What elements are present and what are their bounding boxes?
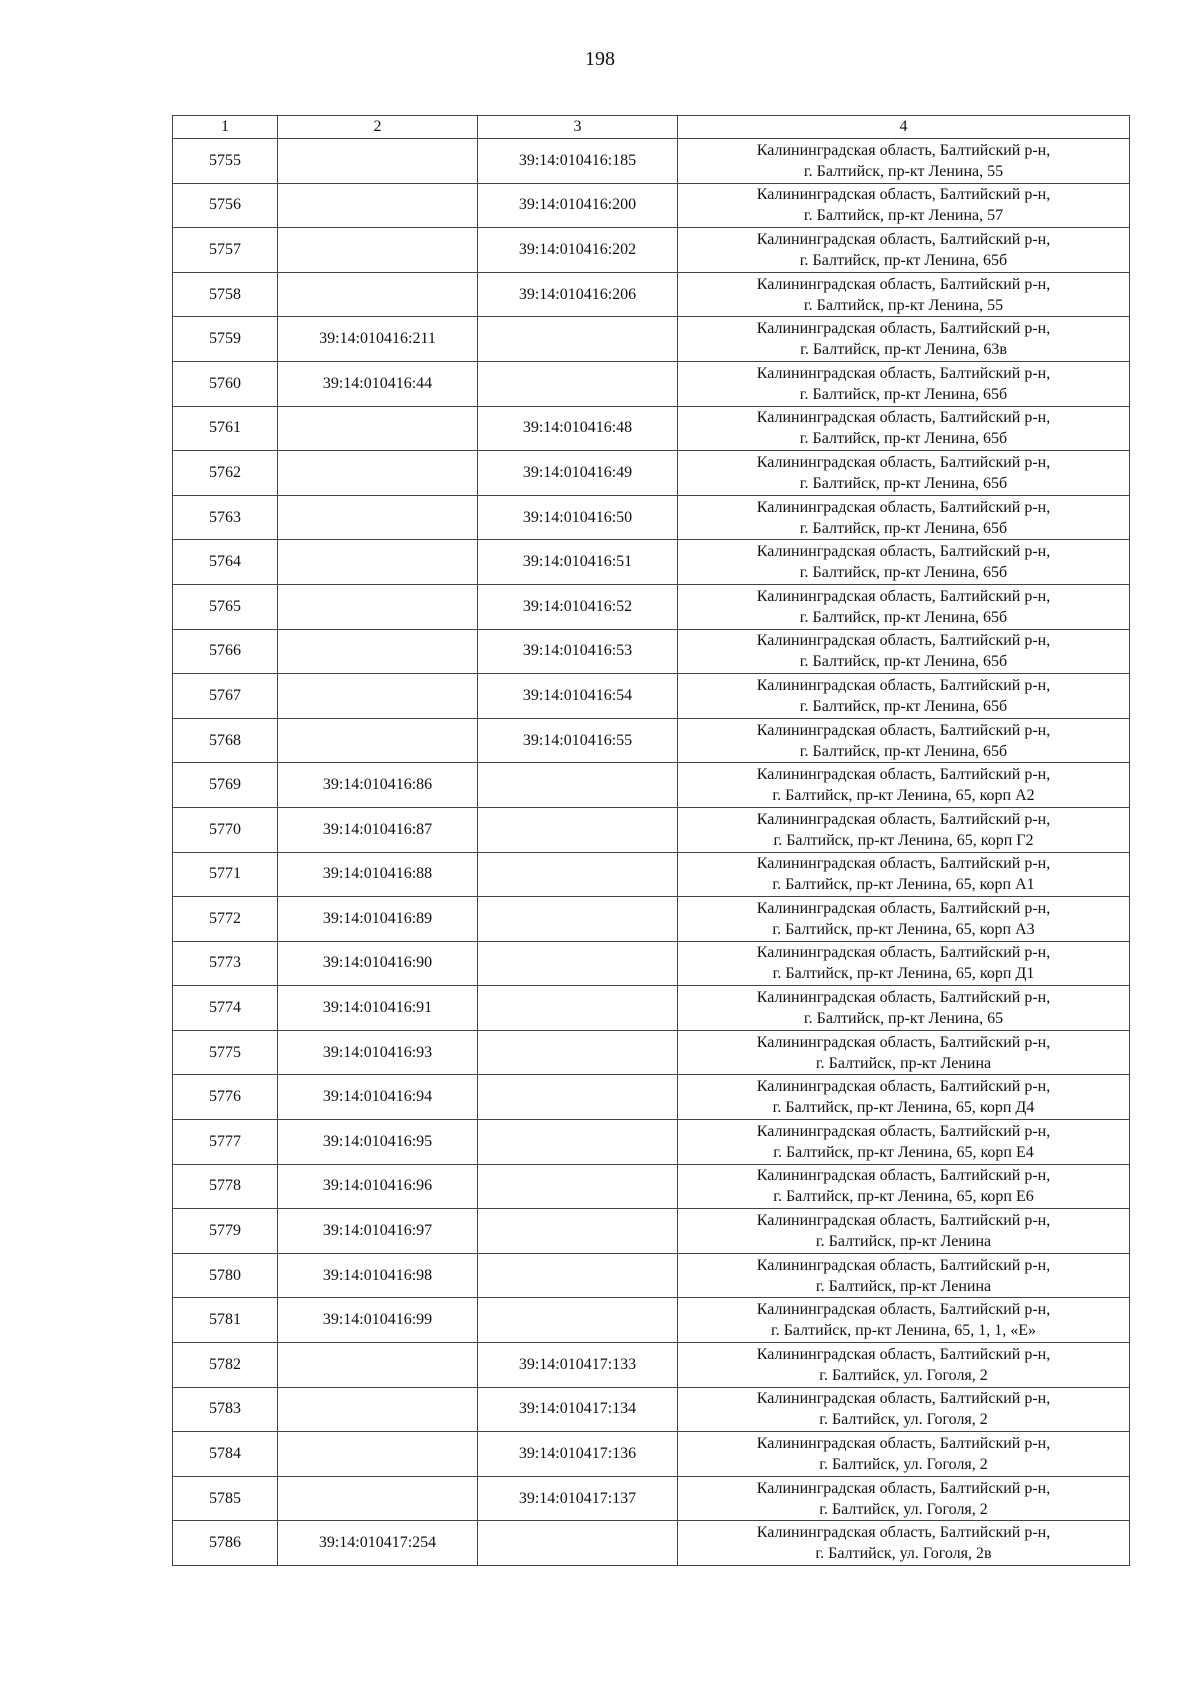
cadastral-number-col2-cell [278, 1432, 478, 1477]
address-line-2: г. Балтийск, пр-кт Ленина, 65, корп Д1 [772, 965, 1035, 983]
cadastral-number-col2-cell [278, 406, 478, 451]
table-row [173, 1476, 1130, 1521]
table-row [173, 183, 1130, 228]
cadastral-number-col2-cell [278, 629, 478, 674]
address-cell [678, 228, 1130, 273]
cadastral-number-col2-cell: 39:14:010416:86 [278, 763, 478, 808]
address-line-2: г. Балтийск, пр-кт Ленина, 65б [799, 742, 1008, 760]
address-line-1: Калининградская область, Балтийский р-н, [756, 409, 1051, 427]
row-number-cell: 5756 [173, 183, 278, 228]
address-line-1: Калининградская область, Балтийский р-н, [756, 1524, 1051, 1542]
cadastral-number-col2-cell [278, 1476, 478, 1521]
address-line-2: г. Балтийск, пр-кт Ленина, 65, корп Г2 [773, 831, 1034, 849]
row-number-cell: 5758 [173, 272, 278, 317]
address-line-2: г. Балтийск, пр-кт Ленина, 55 [803, 296, 1004, 314]
address-line-2: г. Балтийск, пр-кт Ленина, 65, корп А2 [772, 787, 1035, 805]
row-number-cell: 5769 [173, 763, 278, 808]
table-row [173, 228, 1130, 273]
cadastral-number-col2-cell: 39:14:010416:98 [278, 1253, 478, 1298]
address-line-2: г. Балтийск, пр-кт Ленина, 65 [803, 1010, 1004, 1028]
address-line-2: г. Балтийск, ул. Гоголя, 2 [819, 1366, 988, 1384]
table-row [173, 1209, 1130, 1254]
table-row [173, 1387, 1130, 1432]
row-number-cell: 5766 [173, 629, 278, 674]
row-number-cell: 5783 [173, 1387, 278, 1432]
address-cell [678, 1075, 1130, 1120]
cadastral-number-col2-cell [278, 272, 478, 317]
row-number-cell: 5781 [173, 1298, 278, 1343]
address-line-1: Калининградская область, Балтийский р-н, [756, 453, 1051, 471]
address-cell [678, 139, 1130, 184]
cadastral-number-col3-cell: 39:14:010417:137 [478, 1476, 678, 1521]
column-number: 2 [278, 116, 478, 139]
cadastral-number-col2-cell [278, 451, 478, 496]
row-number-cell: 5762 [173, 451, 278, 496]
cadastral-number-col3-cell [478, 361, 678, 406]
address-cell [678, 897, 1130, 942]
address-cell [678, 495, 1130, 540]
cadastral-number-col3-cell: 39:14:010416:53 [478, 629, 678, 674]
cadastral-number-col3-cell [478, 941, 678, 986]
address-line-1: Калининградская область, Балтийский р-н, [756, 855, 1051, 873]
cadastral-number-col2-cell: 39:14:010416:93 [278, 1030, 478, 1075]
address-line-1: Калининградская область, Балтийский р-н, [756, 275, 1051, 293]
cadastral-number-col3-cell [478, 317, 678, 362]
address-cell [678, 1432, 1130, 1477]
row-number-cell: 5776 [173, 1075, 278, 1120]
address-cell [678, 629, 1130, 674]
cadastral-number-col3-cell: 39:14:010416:51 [478, 540, 678, 585]
row-number-cell: 5786 [173, 1521, 278, 1566]
row-number-cell: 5785 [173, 1476, 278, 1521]
address-line-2: г. Балтийск, ул. Гоголя, 2 [819, 1456, 988, 1474]
address-cell [678, 540, 1130, 585]
table-row [173, 540, 1130, 585]
table-row [173, 317, 1130, 362]
address-line-2: г. Балтийск, пр-кт Ленина, 65б [799, 474, 1008, 492]
cadastral-number-col3-cell: 39:14:010417:136 [478, 1432, 678, 1477]
address-line-1: Калининградская область, Балтийский р-н, [756, 1122, 1051, 1140]
row-number-cell: 5759 [173, 317, 278, 362]
row-number-cell: 5784 [173, 1432, 278, 1477]
address-line-1: Калининградская область, Балтийский р-н, [756, 230, 1051, 248]
address-cell [678, 986, 1130, 1031]
cadastral-number-col2-cell: 39:14:010417:254 [278, 1521, 478, 1566]
cadastral-number-col3-cell [478, 1030, 678, 1075]
address-line-1: Калининградская область, Балтийский р-н, [756, 676, 1051, 694]
address-line-2: г. Балтийск, ул. Гоголя, 2 [819, 1500, 988, 1518]
address-line-1: Калининградская область, Балтийский р-н, [756, 810, 1051, 828]
cadastral-number-col2-cell [278, 1343, 478, 1388]
address-cell [678, 451, 1130, 496]
cadastral-number-col3-cell: 39:14:010416:52 [478, 584, 678, 629]
address-line-1: Калининградская область, Балтийский р-н, [756, 320, 1051, 338]
table-row [173, 629, 1130, 674]
address-line-1: Калининградская область, Балтийский р-н, [756, 1256, 1051, 1274]
address-line-1: Калининградская область, Балтийский р-н, [756, 186, 1051, 204]
table-row [173, 1343, 1130, 1388]
address-cell [678, 1298, 1130, 1343]
cadastral-number-col3-cell [478, 1120, 678, 1165]
address-line-1: Калининградская область, Балтийский р-н, [756, 632, 1051, 650]
cadastral-number-col2-cell: 39:14:010416:90 [278, 941, 478, 986]
row-number-cell: 5773 [173, 941, 278, 986]
address-cell [678, 807, 1130, 852]
row-number-cell: 5775 [173, 1030, 278, 1075]
address-line-2: г. Балтийск, пр-кт Ленина [815, 1277, 992, 1295]
address-line-1: Калининградская область, Балтийский р-н, [756, 364, 1051, 382]
row-number-cell: 5768 [173, 718, 278, 763]
cadastral-number-col2-cell [278, 718, 478, 763]
cadastral-number-col3-cell [478, 1298, 678, 1343]
cadastral-number-col3-cell: 39:14:010416:55 [478, 718, 678, 763]
row-number-cell: 5780 [173, 1253, 278, 1298]
address-cell [678, 763, 1130, 808]
address-cell [678, 317, 1130, 362]
address-line-1: Калининградская область, Балтийский р-н, [756, 1301, 1051, 1319]
table-row [173, 897, 1130, 942]
address-line-1: Калининградская область, Балтийский р-н, [756, 141, 1051, 159]
address-cell [678, 941, 1130, 986]
table-row [173, 1521, 1130, 1566]
cadastral-number-col2-cell: 39:14:010416:96 [278, 1164, 478, 1209]
address-line-1: Калининградская область, Балтийский р-н, [756, 721, 1051, 739]
address-line-2: г. Балтийск, ул. Гоголя, 2 [819, 1411, 988, 1429]
row-number-cell: 5778 [173, 1164, 278, 1209]
address-line-2: г. Балтийск, пр-кт Ленина, 65б [799, 653, 1008, 671]
table-row [173, 763, 1130, 808]
row-number-cell: 5770 [173, 807, 278, 852]
cadastral-number-col3-cell [478, 1253, 678, 1298]
address-line-2: г. Балтийск, пр-кт Ленина, 55 [803, 162, 1004, 180]
cadastral-number-col2-cell: 39:14:010416:44 [278, 361, 478, 406]
column-number-row [173, 116, 1130, 139]
row-number-cell: 5771 [173, 852, 278, 897]
cadastral-number-col2-cell: 39:14:010416:97 [278, 1209, 478, 1254]
address-line-1: Калининградская область, Балтийский р-н, [756, 587, 1051, 605]
cadastral-number-col3-cell: 39:14:010416:206 [478, 272, 678, 317]
address-cell [678, 584, 1130, 629]
table-body [173, 116, 1130, 1566]
address-line-1: Калининградская область, Балтийский р-н, [756, 989, 1051, 1007]
cadastral-number-col3-cell [478, 852, 678, 897]
address-line-2: г. Балтийск, пр-кт Ленина [815, 1054, 992, 1072]
column-number: 3 [478, 116, 678, 139]
cadastral-number-col3-cell: 39:14:010416:50 [478, 495, 678, 540]
table-row [173, 674, 1130, 719]
row-number-cell: 5772 [173, 897, 278, 942]
address-line-2: г. Балтийск, пр-кт Ленина, 65, корп Д4 [772, 1099, 1035, 1117]
row-number-cell: 5765 [173, 584, 278, 629]
cadastral-number-col3-cell: 39:14:010416:54 [478, 674, 678, 719]
address-cell [678, 1521, 1130, 1566]
address-cell [678, 1030, 1130, 1075]
address-cell [678, 1164, 1130, 1209]
address-line-1: Калининградская область, Балтийский р-н, [756, 1435, 1051, 1453]
row-number-cell: 5779 [173, 1209, 278, 1254]
cadastral-number-col3-cell: 39:14:010416:49 [478, 451, 678, 496]
table-row [173, 1030, 1130, 1075]
address-line-2: г. Балтийск, пр-кт Ленина, 65б [799, 430, 1008, 448]
address-line-1: Калининградская область, Балтийский р-н, [756, 766, 1051, 784]
address-line-1: Калининградская область, Балтийский р-н, [756, 1033, 1051, 1051]
table-row [173, 139, 1130, 184]
row-number-cell: 5774 [173, 986, 278, 1031]
cadastral-number-col2-cell: 39:14:010416:89 [278, 897, 478, 942]
address-line-2: г. Балтийск, пр-кт Ленина, 65б [799, 697, 1008, 715]
table-row [173, 406, 1130, 451]
row-number-cell: 5767 [173, 674, 278, 719]
address-cell [678, 674, 1130, 719]
address-line-1: Калининградская область, Балтийский р-н, [756, 899, 1051, 917]
table-row [173, 852, 1130, 897]
address-line-2: г. Балтийск, пр-кт Ленина, 65б [799, 608, 1008, 626]
address-cell [678, 183, 1130, 228]
table-row [173, 584, 1130, 629]
address-cell [678, 852, 1130, 897]
cadastral-number-col3-cell: 39:14:010416:185 [478, 139, 678, 184]
address-cell [678, 1120, 1130, 1165]
address-cell [678, 718, 1130, 763]
row-number-cell: 5763 [173, 495, 278, 540]
address-line-2: г. Балтийск, пр-кт Ленина, 65б [799, 251, 1008, 269]
cadastral-number-col2-cell: 39:14:010416:88 [278, 852, 478, 897]
table-row [173, 1164, 1130, 1209]
cadastral-number-col3-cell [478, 986, 678, 1031]
table-row [173, 1120, 1130, 1165]
address-line-2: г. Балтийск, пр-кт Ленина, 57 [803, 207, 1004, 225]
address-line-1: Калининградская область, Балтийский р-н, [756, 1212, 1051, 1230]
cadastral-number-col2-cell: 39:14:010416:87 [278, 807, 478, 852]
row-number-cell: 5755 [173, 139, 278, 184]
address-cell [678, 1387, 1130, 1432]
address-cell [678, 1209, 1130, 1254]
row-number-cell: 5757 [173, 228, 278, 273]
address-line-1: Калининградская область, Балтийский р-н, [756, 1167, 1051, 1185]
cadastral-number-col2-cell [278, 228, 478, 273]
cadastral-number-col2-cell [278, 1387, 478, 1432]
address-line-2: г. Балтийск, пр-кт Ленина, 65б [799, 564, 1008, 582]
table-row [173, 1253, 1130, 1298]
address-line-1: Калининградская область, Балтийский р-н, [756, 543, 1051, 561]
cadastral-number-col3-cell [478, 1521, 678, 1566]
cadastral-number-col3-cell [478, 1075, 678, 1120]
address-line-1: Калининградская область, Балтийский р-н, [756, 1390, 1051, 1408]
cadastral-number-col3-cell [478, 763, 678, 808]
table-row [173, 986, 1130, 1031]
cadastral-number-col2-cell [278, 584, 478, 629]
table-row [173, 1075, 1130, 1120]
table-row [173, 718, 1130, 763]
column-number: 4 [678, 116, 1130, 139]
cadastral-number-col3-cell: 39:14:010416:202 [478, 228, 678, 273]
address-cell [678, 406, 1130, 451]
address-line-2: г. Балтийск, пр-кт Ленина, 65, 1, 1, «Е» [770, 1322, 1036, 1340]
table-row [173, 1298, 1130, 1343]
cadastral-number-col2-cell: 39:14:010416:95 [278, 1120, 478, 1165]
table-row [173, 451, 1130, 496]
row-number-cell: 5782 [173, 1343, 278, 1388]
row-number-cell: 5777 [173, 1120, 278, 1165]
cadastral-number-col3-cell [478, 1164, 678, 1209]
address-cell [678, 1343, 1130, 1388]
address-line-2: г. Балтийск, пр-кт Ленина [815, 1233, 992, 1251]
cadastral-number-col3-cell: 39:14:010416:48 [478, 406, 678, 451]
column-number: 1 [173, 116, 278, 139]
address-cell [678, 361, 1130, 406]
address-cell [678, 1253, 1130, 1298]
table-row [173, 807, 1130, 852]
address-line-2: г. Балтийск, пр-кт Ленина, 63в [800, 341, 1007, 359]
row-number-cell: 5764 [173, 540, 278, 585]
address-line-1: Калининградская область, Балтийский р-н, [756, 1479, 1051, 1497]
cadastral-number-col2-cell: 39:14:010416:94 [278, 1075, 478, 1120]
cadastral-number-col3-cell [478, 897, 678, 942]
address-line-2: г. Балтийск, пр-кт Ленина, 65б [799, 519, 1008, 537]
cadastral-number-col2-cell [278, 540, 478, 585]
cadastral-number-col3-cell: 39:14:010417:134 [478, 1387, 678, 1432]
cadastral-number-col2-cell [278, 183, 478, 228]
cadastral-number-col2-cell: 39:14:010416:99 [278, 1298, 478, 1343]
address-line-1: Калининградская область, Балтийский р-н, [756, 944, 1051, 962]
address-line-2: г. Балтийск, пр-кт Ленина, 65, корп А3 [772, 920, 1035, 938]
cadastral-number-col2-cell: 39:14:010416:91 [278, 986, 478, 1031]
cadastral-number-col3-cell: 39:14:010417:133 [478, 1343, 678, 1388]
address-line-1: Калининградская область, Балтийский р-н, [756, 1345, 1051, 1363]
table-row [173, 1432, 1130, 1477]
address-cell [678, 1476, 1130, 1521]
table-row [173, 272, 1130, 317]
address-line-2: г. Балтийск, ул. Гоголя, 2в [815, 1545, 992, 1563]
cadastral-number-col2-cell [278, 495, 478, 540]
table-row [173, 361, 1130, 406]
address-line-2: г. Балтийск, пр-кт Ленина, 65, корп Е6 [773, 1188, 1034, 1206]
address-line-2: г. Балтийск, пр-кт Ленина, 65б [799, 385, 1008, 403]
address-line-2: г. Балтийск, пр-кт Ленина, 65, корп А1 [772, 876, 1035, 894]
cadastral-number-col2-cell: 39:14:010416:211 [278, 317, 478, 362]
cadastral-number-col3-cell [478, 807, 678, 852]
address-line-1: Калининградская область, Балтийский р-н, [756, 498, 1051, 516]
cadastral-number-col3-cell [478, 1209, 678, 1254]
cadastral-number-col3-cell: 39:14:010416:200 [478, 183, 678, 228]
row-number-cell: 5760 [173, 361, 278, 406]
address-cell [678, 272, 1130, 317]
table-row [173, 941, 1130, 986]
register-table [172, 115, 1130, 1566]
cadastral-number-col2-cell [278, 674, 478, 719]
address-line-2: г. Балтийск, пр-кт Ленина, 65, корп Е4 [773, 1143, 1034, 1161]
cadastral-number-col2-cell [278, 139, 478, 184]
page-number: 198 [585, 48, 615, 70]
address-line-1: Калининградская область, Балтийский р-н, [756, 1078, 1051, 1096]
table-row [173, 495, 1130, 540]
row-number-cell: 5761 [173, 406, 278, 451]
